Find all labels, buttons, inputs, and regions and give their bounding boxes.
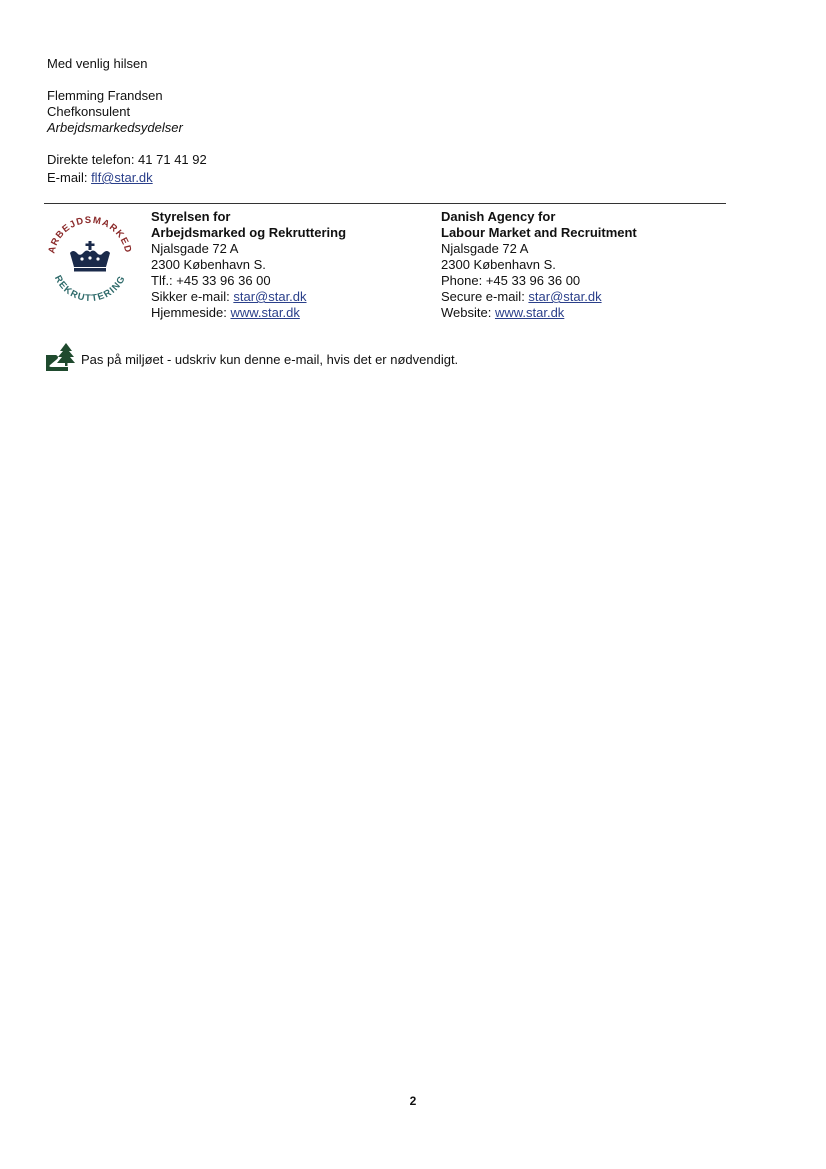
agency-website-en-link[interactable]: www.star.dk xyxy=(494,305,565,320)
agency-email-en-link[interactable]: star@star.dk xyxy=(528,289,602,304)
agency-english xyxy=(441,209,637,321)
environment-note: Pas på miljøet - udskriv kun denne e-mail, hvis det er nødvendigt. xyxy=(81,352,459,367)
street-en: Njalsgade 72 A xyxy=(441,241,529,256)
logo-top-text: ARBEJDSMARKED xyxy=(46,214,134,255)
web-en-label: Website: xyxy=(441,305,495,320)
page-number: 2 xyxy=(409,1094,417,1108)
web-da-label: Hjemmeside: xyxy=(151,305,231,320)
phone-en: Phone: +45 33 96 36 00 xyxy=(441,273,581,288)
sender-email-link[interactable]: flf@star.dk xyxy=(91,170,153,185)
agency-website-da-link[interactable]: www.star.dk xyxy=(230,305,300,320)
email-line xyxy=(47,170,153,186)
greeting: Med venlig hilsen xyxy=(47,56,148,71)
agency-name-da-line2: Arbejdsmarked og Rekruttering xyxy=(151,225,347,240)
email-en-label: Secure e-mail: xyxy=(441,289,529,304)
web-en-line xyxy=(441,305,637,321)
agency-logo xyxy=(40,207,140,307)
agency-name-en-line1: Danish Agency for xyxy=(441,209,556,224)
agency-name-en-line2: Labour Market and Recruitment xyxy=(441,225,637,240)
web-da-line xyxy=(151,305,346,321)
sender-name: Flemming Frandsen xyxy=(47,88,163,103)
sender-title: Chefkonsulent xyxy=(47,104,131,119)
crown-icon xyxy=(70,241,110,272)
email-en-line xyxy=(441,289,637,305)
street-da: Njalsgade 72 A xyxy=(151,241,239,256)
email-da-label: Sikker e-mail: xyxy=(151,289,234,304)
city-da: 2300 København S. xyxy=(151,257,266,272)
direct-phone: Direkte telefon: 41 71 41 92 xyxy=(47,152,207,167)
email-label: E-mail: xyxy=(47,170,92,185)
logo-bottom-text: REKRUTTERING xyxy=(51,273,129,305)
divider-line xyxy=(44,203,726,204)
agency-name-da-line1: Styrelsen for xyxy=(151,209,231,224)
city-en: 2300 København S. xyxy=(441,257,556,272)
email-da-line xyxy=(151,289,346,305)
sender-department: Arbejdsmarkedsydelser xyxy=(47,120,183,135)
phone-da: Tlf.: +45 33 96 36 00 xyxy=(151,273,271,288)
agency-email-da-link[interactable]: star@star.dk xyxy=(233,289,307,304)
agency-danish xyxy=(151,209,346,321)
tree-icon xyxy=(46,343,76,371)
svg-text:REKRUTTERING xyxy=(52,274,128,305)
